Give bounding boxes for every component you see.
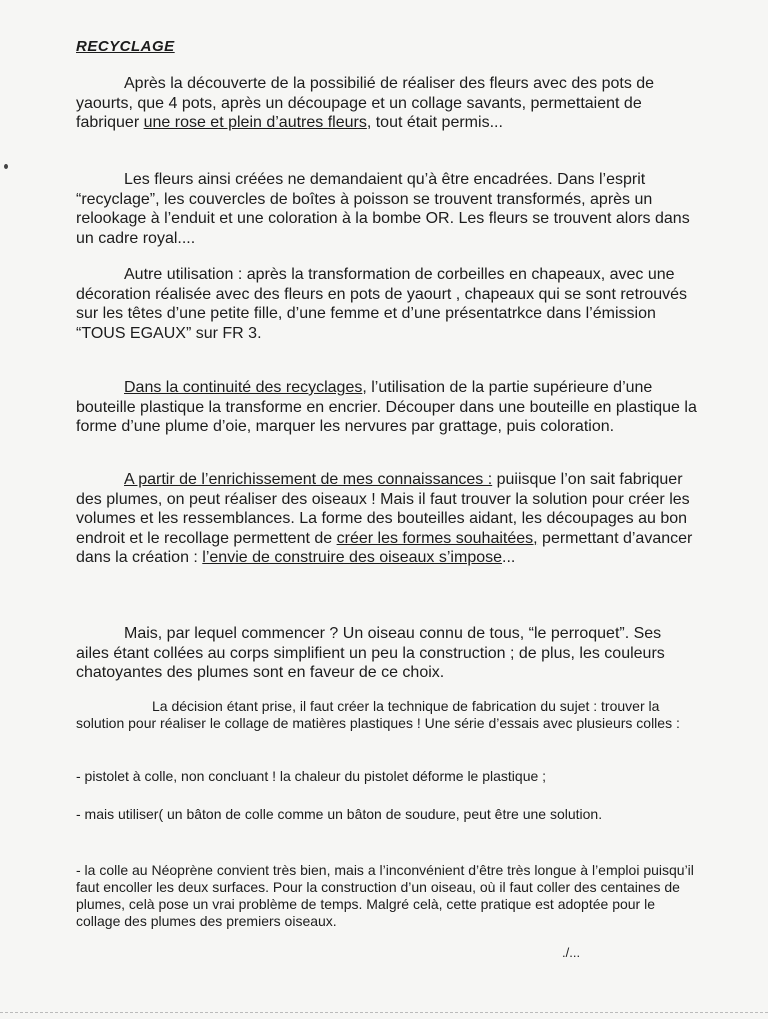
paragraph-6: Mais, par lequel commencer ? Un oiseau connu de tous, “le perroquet”. Ses ailes étant collées au corps simplifient un peu la construction ; de plus, les couleurs chatoyantes des plumes sont en faveur de ce choix. xyxy=(76,625,665,681)
list-item-2: - mais utiliser( un bâton de colle comme un bâton de soudure, peut être une solution. xyxy=(76,806,603,822)
paragraph-5-text-1: puiisque l’on sait fabriquer des plumes, on peut réaliser des oiseaux ! Mais il faut trouver la solution pour créer les volumes et les ressemblances. La forme des bouteilles aidant, les découpages au bon endroit et le recollage permettent de xyxy=(76,471,690,547)
paragraph-3: Autre utilisation : après la transformation de corbeilles en chapeaux, avec une décoration réalisée avec des fleurs en pots de yaourt , chapeaux qui se sont retrouvés sur les têtes d’une petite fille, d’une femme et d’une présentatrkce dans l’émission “TOUS EGAUX” sur FR 3. xyxy=(76,266,688,342)
paragraph-5 xyxy=(76,470,698,568)
paragraph-4-underlined: Dans la continuité des recyclages xyxy=(124,379,363,396)
paragraph-5-underlined-3: l’envie de construire des oiseaux s’impose xyxy=(202,549,503,566)
page-edge xyxy=(0,1012,768,1014)
paragraph-1 xyxy=(76,74,698,133)
paragraph-7: La décision étant prise, il faut créer la technique de fabrication du sujet : trouver la solution pour réaliser le collage de matières plastiques ! Une série d’essais avec plusieurs colles : xyxy=(76,698,680,731)
paragraph-5-underlined-2: créer les formes souhaitées, xyxy=(336,529,538,547)
paragraph-5-underlined-1: A partir de l’enrichissement de mes connaissances : xyxy=(124,471,493,488)
paragraph-4 xyxy=(76,378,698,437)
paragraph-5-end: ... xyxy=(502,549,516,566)
paragraph-4-text: , l’utilisation de la partie supérieure d’une bouteille plastique la transforme en encrier. Découper dans une bouteille en plastique la forme d’une plume d’oie, marquer les nervures par grattage, puis coloration. xyxy=(76,379,697,435)
paragraph-2: Les fleurs ainsi créées ne demandaient qu’à être encadrées. Dans l’esprit “recyclage”, les couvercles de boîtes à poisson se trouvent transformés, après un relookage à l’enduit et une coloration à la bombe OR. Les fleurs se trouvent alors dans un cadre royal.... xyxy=(76,171,690,247)
paragraph-1-text: Après la découverte de la possibilié de réaliser des fleurs avec des pots de yaourts, que 4 pots, après un découpage et un collage savants, permettaient de fabriquer xyxy=(76,75,655,131)
paragraph-1-end: , tout était permis... xyxy=(366,114,503,131)
list-item-3: - la colle au Néoprène convient très bien, mais a l’inconvénient d’être très longue à l’emploi puisqu’il faut encoller les deux surfaces. Pour la construction d’un oiseau, où il faut coller des centaines de plumes, celà pose un vrai problème de temps. Malgré celà, cette pratique est adoptée pour le collage des plumes des premiers oiseaux. xyxy=(76,862,694,929)
scan-mark xyxy=(4,164,8,169)
paragraph-1-underlined: une rose et plein d’autres fleurs xyxy=(143,114,367,131)
document-title: RECYCLAGE xyxy=(76,38,175,55)
paragraph-5-text-2: permettant d’avancer dans la création : xyxy=(76,529,693,566)
list-item-1: - pistolet à colle, non concluant ! la chaleur du pistolet déforme le plastique ; xyxy=(76,768,547,784)
continuation-mark: ./... xyxy=(562,945,581,960)
